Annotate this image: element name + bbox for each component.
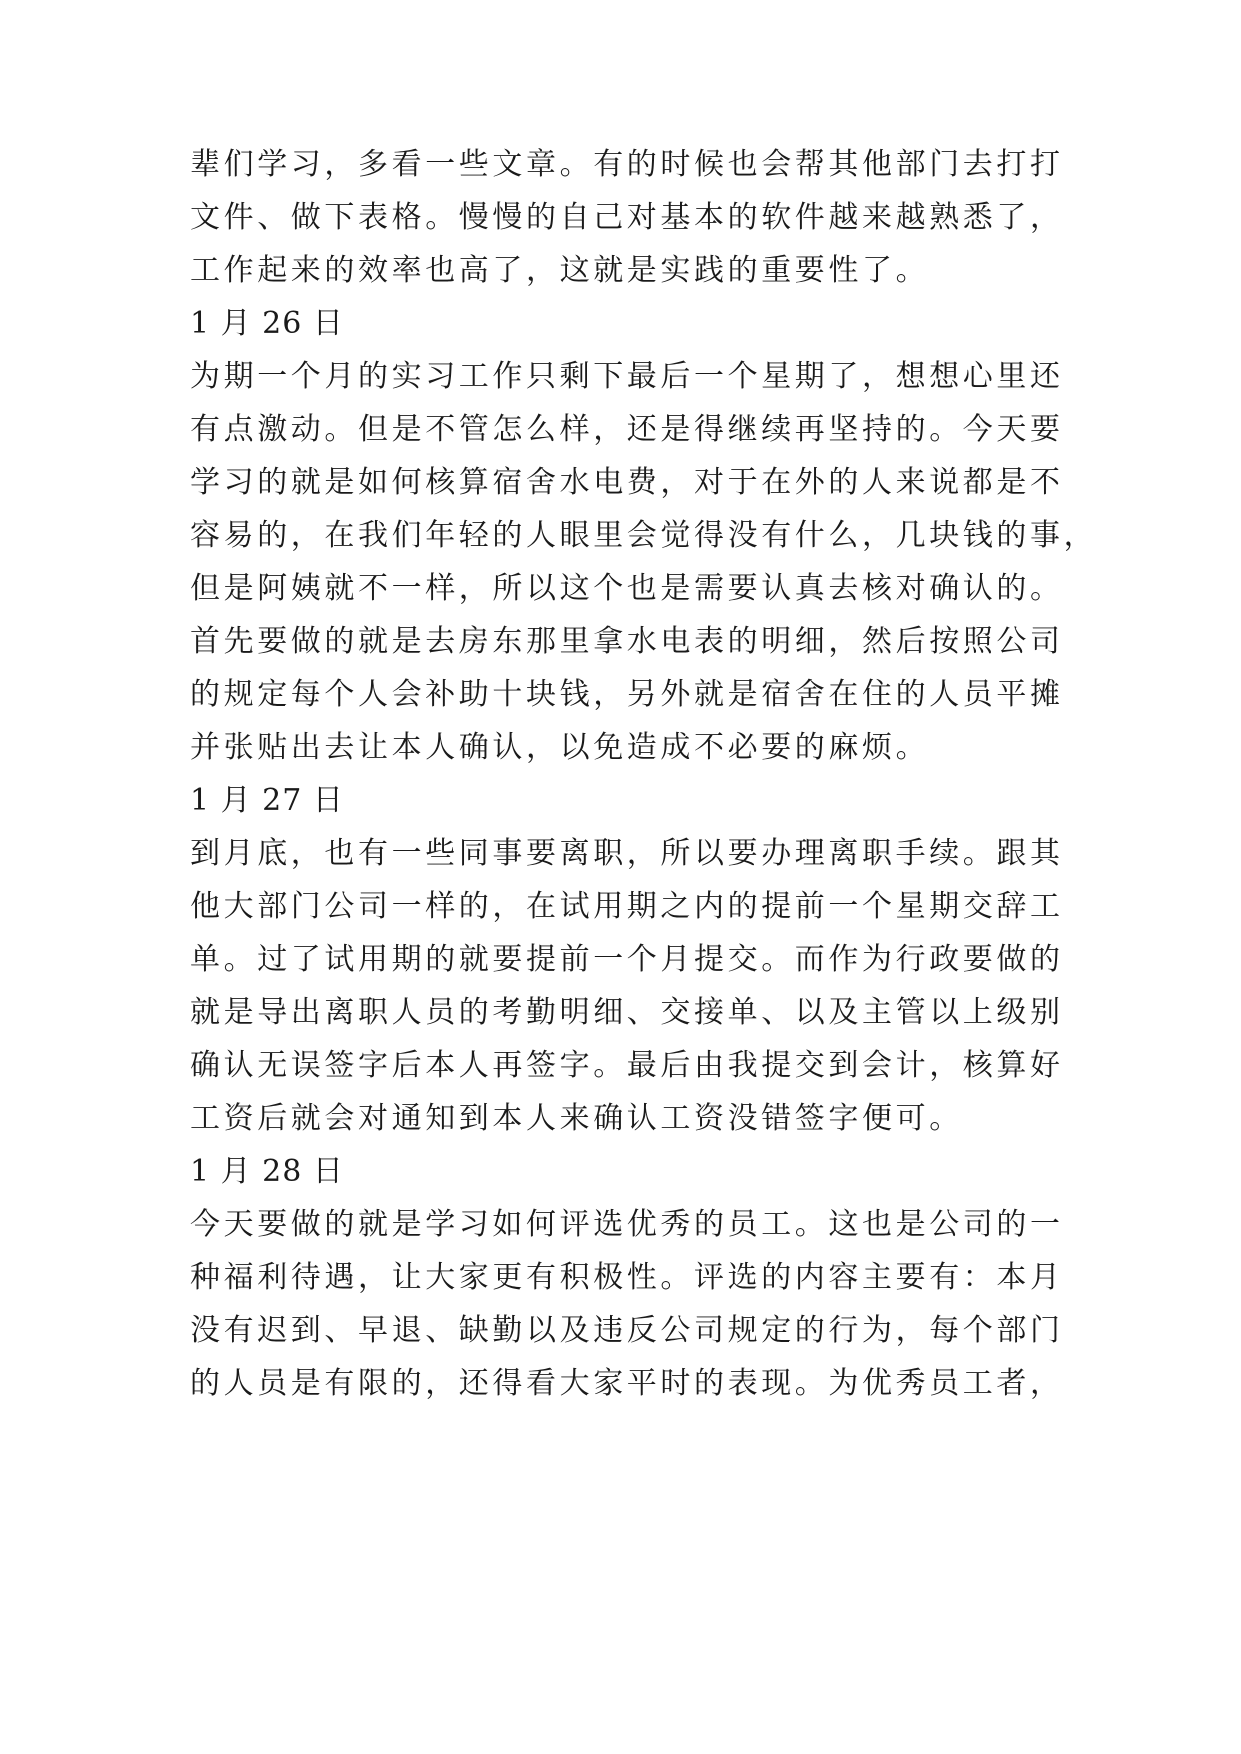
document-body	[190, 138, 1098, 1410]
date-heading: 1 月 26 日	[190, 306, 344, 341]
text-line: 但是阿姨就不一样，所以这个也是需要认真去核对确认的。	[190, 571, 1064, 606]
text-line: 工资后就会对通知到本人来确认工资没错签字便可。	[190, 1101, 963, 1136]
text-line: 文件、做下表格。慢慢的自己对基本的软件越来越熟悉了，	[190, 200, 1064, 235]
text-line: 到月底，也有一些同事要离职，所以要办理离职手续。跟其	[190, 836, 1064, 871]
date-heading: 1 月 28 日	[190, 1154, 344, 1189]
text-line: 为期一个月的实习工作只剩下最后一个星期了，想想心里还	[190, 359, 1064, 394]
date-heading: 1 月 27 日	[190, 783, 344, 818]
text-line: 首先要做的就是去房东那里拿水电表的明细，然后按照公司	[190, 624, 1064, 659]
text-line: 就是导出离职人员的考勤明细、交接单、以及主管以上级别	[190, 995, 1064, 1030]
text-line: 的规定每个人会补助十块钱，另外就是宿舍在住的人员平摊	[190, 677, 1064, 712]
text-line: 辈们学习，多看一些文章。有的时候也会帮其他部门去打打	[190, 147, 1064, 182]
text-line: 学习的就是如何核算宿舍水电费，对于在外的人来说都是不	[190, 465, 1064, 500]
text-line: 单。过了试用期的就要提前一个月提交。而作为行政要做的	[190, 942, 1064, 977]
text-line: 容易的，在我们年轻的人眼里会觉得没有什么，几块钱的事，	[190, 518, 1098, 553]
text-line: 有点激动。但是不管怎么样，还是得继续再坚持的。今天要	[190, 412, 1064, 447]
text-line: 并张贴出去让本人确认，以免造成不必要的麻烦。	[190, 730, 930, 765]
text-line: 工作起来的效率也高了，这就是实践的重要性了。	[190, 253, 930, 288]
text-line: 确认无误签字后本人再签字。最后由我提交到会计，核算好	[190, 1048, 1064, 1083]
text-line: 种福利待遇，让大家更有积极性。评选的内容主要有：本月	[190, 1260, 1064, 1295]
text-line: 没有迟到、早退、缺勤以及违反公司规定的行为，每个部门	[190, 1313, 1064, 1348]
text-line: 的人员是有限的，还得看大家平时的表现。为优秀员工者，	[190, 1366, 1064, 1401]
text-line: 今天要做的就是学习如何评选优秀的员工。这也是公司的一	[190, 1207, 1064, 1242]
text-line: 他大部门公司一样的，在试用期之内的提前一个星期交辞工	[190, 889, 1064, 924]
